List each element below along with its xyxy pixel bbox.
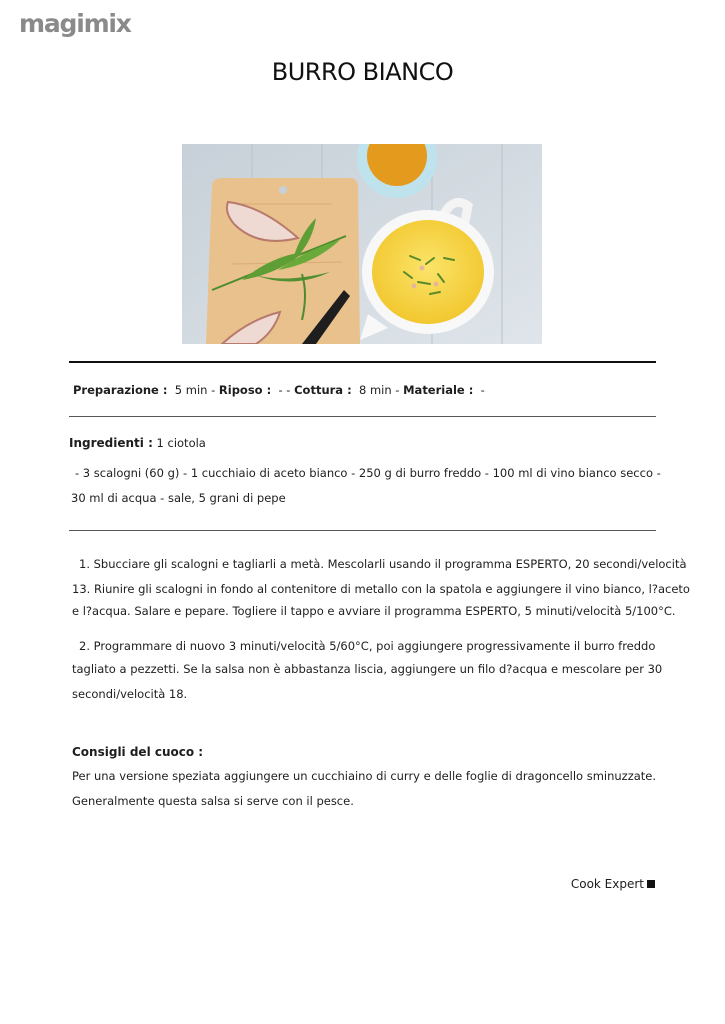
- tips-line: Generalmente questa salsa si serve con il pesce.: [72, 794, 354, 808]
- recipe-photo-illustration: [182, 144, 542, 344]
- footer-text: Cook Expert: [570, 877, 644, 891]
- recipe-meta: [73, 383, 485, 397]
- tips-label: Consigli del cuoco :: [72, 745, 204, 759]
- step-1-line: e l?acqua. Salare e pepare. Togliere il tappo e avviare il programma ESPERTO, 5 minuti/velocità 5/100°C.: [72, 604, 676, 618]
- cook-value: 8 min -: [358, 383, 400, 397]
- rest-label: Riposo :: [218, 383, 272, 397]
- step-2-line: 2. Programmare di nuovo 3 minuti/velocità 5/60°C, poi aggiungere progressivamente il burro freddo: [79, 639, 656, 653]
- recipe-title: BURRO BIANCO: [271, 58, 454, 86]
- material-value: -: [480, 383, 485, 397]
- recipe-photo: [182, 144, 542, 344]
- ingredients-yield: 1 ciotola: [156, 436, 206, 450]
- rest-value: - -: [278, 383, 291, 397]
- ingredients-line: - 3 scalogni (60 g) - 1 cucchiaio di aceto bianco - 250 g di burro freddo - 100 ml di vino bianco secco -: [75, 466, 661, 480]
- cook-label: Cottura :: [294, 383, 352, 397]
- tips-line: Per una versione speziata aggiungere un cucchiaino di curry e delle foglie di dragoncello sminuzzate.: [72, 769, 657, 783]
- ingredients-line: 30 ml di acqua - sale, 5 grani di pepe: [71, 491, 286, 505]
- step-1-line: 1. Sbucciare gli scalogni e tagliarli a metà. Mescolarli usando il programma ESPERTO, 20 secondi/velocità: [79, 557, 687, 571]
- magimix-logo: magimix: [19, 9, 131, 38]
- divider-top: [69, 361, 656, 363]
- material-label: Materiale :: [403, 383, 474, 397]
- divider-meta: [69, 416, 656, 417]
- step-1-line: 13. Riunire gli scalogni in fondo al contenitore di metallo con la spatola e aggiungere il vino bianco, l?aceto: [72, 582, 690, 596]
- square-bullet-icon: [647, 880, 655, 888]
- divider-ingredients: [69, 530, 656, 531]
- step-2-line: secondi/velocità 18.: [72, 687, 188, 701]
- step-2-line: tagliato a pezzetti. Se la salsa non è abbastanza liscia, aggiungere un filo d?acqua e mescolare per 30: [72, 662, 663, 676]
- prep-label: Preparazione :: [73, 383, 168, 397]
- tips-heading: [72, 745, 203, 759]
- ingredients-heading: [69, 436, 206, 450]
- footer: [571, 877, 655, 891]
- ingredients-label: Ingredienti :: [69, 436, 153, 450]
- prep-value: 5 min -: [174, 383, 216, 397]
